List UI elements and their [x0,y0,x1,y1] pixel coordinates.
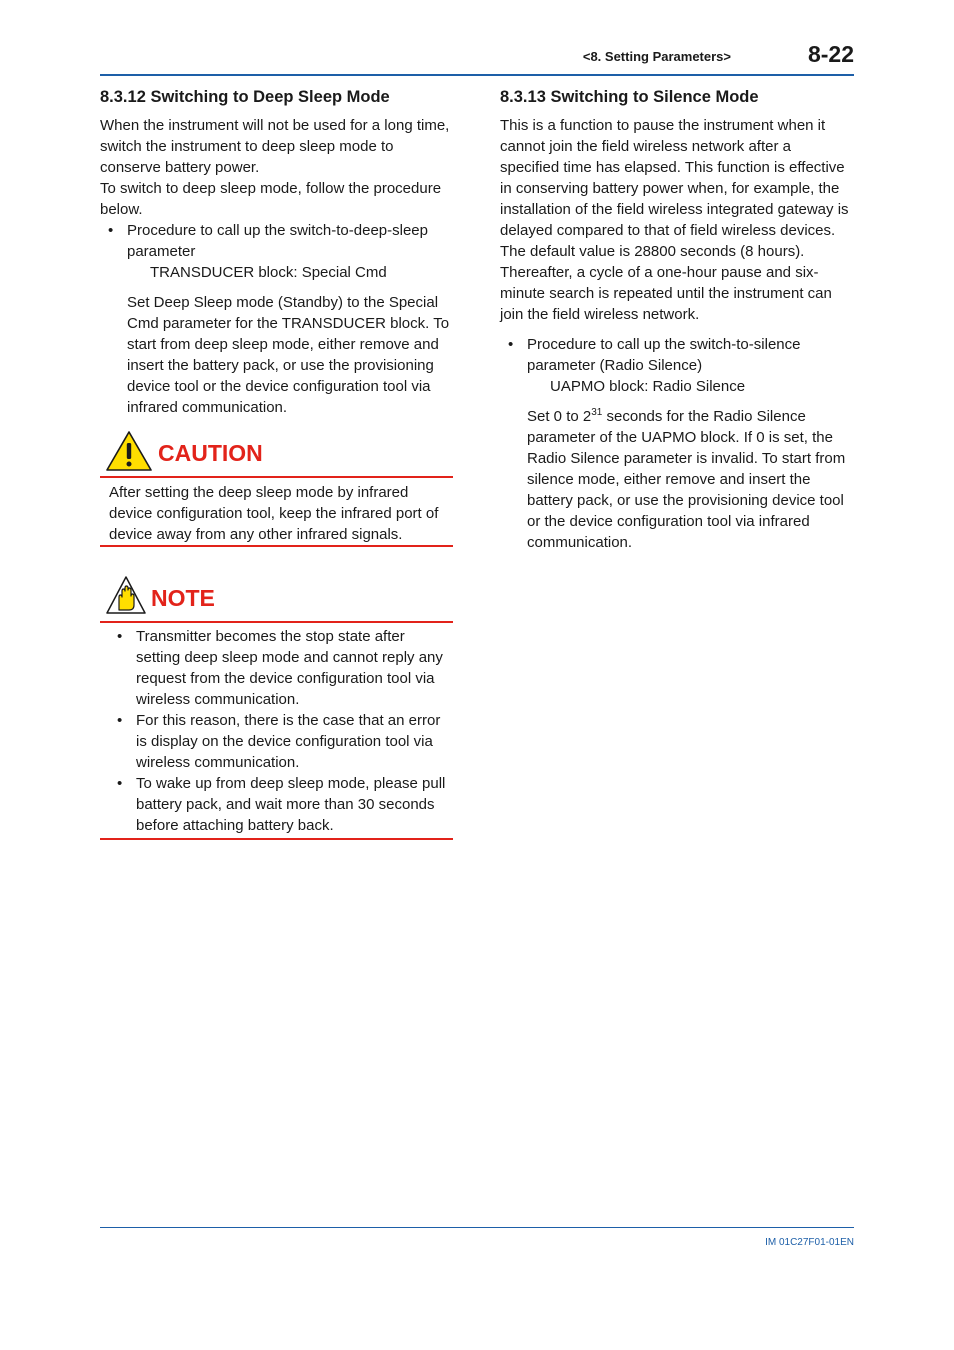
note-box [100,575,453,840]
list-item-text: To wake up from deep sleep mode, please pull battery pack, and wait more than 30 seconds before attaching battery back. [136,775,446,834]
bullet-marker: • [117,775,123,792]
paragraph: When the instrument will not be used for a long time, switch the instrument to deep sleep mode to conserve battery power. [100,117,450,176]
note-header [100,575,453,621]
list-item [100,773,453,836]
section-title-deep-sleep: 8.3.12 Switching to Deep Sleep Mode [100,88,390,106]
right-column [500,87,854,553]
list-item-text: For this reason, there is the case that an error is display on the device configuration tool via wireless communication. [136,712,441,771]
list-item-text: Procedure to call up the switch-to-deep-sleep parameter [127,222,428,260]
running-header-chapter: <8. Setting Parameters> [582,49,731,64]
caution-bottom-rule [100,545,453,547]
raised-hand-icon [105,575,147,615]
paragraph: This is a function to pause the instrument when it cannot join the field wireless network after a specified time has elapsed. This function is effective in conserving battery power when, for example, the installation of the field wireless integrated gateway is delayed compared to that of field wireless devices. The default value is 28800 seconds (8 hours). Thereafter, a cycle of a one-hour pause and six-minute search is repeated until the instrument can join the field wireless network. [500,117,849,323]
bullet-marker: • [508,336,514,353]
paragraph: Set Deep Sleep mode (Standby) to the Special Cmd parameter for the TRANSDUCER block. To start from deep sleep mode, either remove and insert the battery pack, or use the provisioning device tool or the device configuration tool via infrared communication. [127,294,450,416]
list-item-text: Procedure to call up the switch-to-silence parameter (Radio Silence) [527,336,801,374]
caution-title: CAUTION [158,440,263,466]
bullet-marker: • [117,628,123,645]
note-list [100,623,453,838]
caution-header [100,430,453,476]
bullet-marker: • [117,712,123,729]
parameter-path: UAPMO block: Radio Silence [550,378,746,395]
section-title-silence: 8.3.13 Switching to Silence Mode [500,88,759,106]
bullet-marker: • [108,222,114,239]
list-item-text: Transmitter becomes the stop state after setting deep sleep mode and cannot reply any request from the device configuration tool via wireless communication. [136,628,443,708]
paragraph: To switch to deep sleep mode, follow the procedure below. [100,180,442,218]
caution-box [100,430,453,547]
superscript: 31 [591,407,603,418]
list-item [100,626,453,710]
list-item [100,220,453,262]
note-title: NOTE [151,585,215,611]
left-column [100,87,453,840]
note-bottom-rule [100,838,453,840]
text-fragment: seconds for the Radio Silence parameter of the UAPMO block. If 0 is set, the Radio Silence parameter is invalid. To start from silence mode, either remove and insert the battery pack, or use the provisioning device tool or the device configuration tool via infrared communication. [527,408,846,551]
text-fragment: Set 0 to 2 [527,408,592,425]
header-rule [100,74,854,76]
page-number: 8-22 [807,41,854,67]
warning-triangle-icon [105,430,153,472]
caution-text: After setting the deep sleep mode by infrared device configuration tool, keep the infrared port of device away from any other infrared signals. [109,484,439,543]
document-code: IM 01C27F01-01EN [765,1237,854,1248]
parameter-path: TRANSDUCER block: Special Cmd [150,264,387,281]
footer-rule [100,1227,854,1228]
list-item [500,334,854,376]
paragraph [500,406,854,553]
list-item [100,710,453,773]
